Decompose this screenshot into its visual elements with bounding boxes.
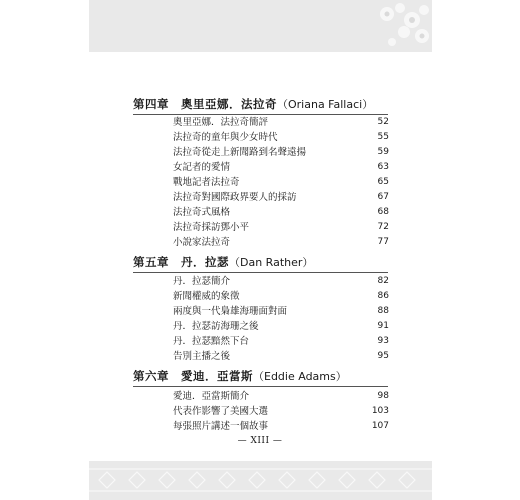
toc-entry-title: 丹．拉瑟黯然下台 bbox=[173, 336, 250, 347]
toc-entry-title: 女記者的愛情 bbox=[173, 162, 231, 173]
chapter-number: 第五章 bbox=[133, 255, 169, 269]
chapter-number: 第四章 bbox=[133, 97, 169, 111]
toc-entry-title: 丹．拉瑟簡介 bbox=[173, 276, 231, 287]
toc-entry-page: 68 bbox=[377, 207, 389, 217]
toc-entry[interactable] bbox=[173, 319, 389, 334]
toc-entry-title: 法拉奇對國際政界要人的採訪 bbox=[173, 192, 297, 203]
chapter-4-heading bbox=[133, 95, 373, 113]
toc-entry-page: 52 bbox=[377, 117, 389, 127]
toc-entry[interactable] bbox=[173, 160, 389, 175]
toc-entry-page: 67 bbox=[377, 192, 389, 202]
toc-entry[interactable] bbox=[173, 334, 389, 349]
toc-entry-title: 戰地記者法拉奇 bbox=[173, 177, 240, 188]
toc-entry[interactable] bbox=[173, 115, 389, 130]
toc-entry[interactable] bbox=[173, 404, 389, 419]
chapter-english-name: （Oriana Fallaci） bbox=[277, 98, 374, 111]
toc-entry[interactable] bbox=[173, 289, 389, 304]
chapter-english-name: （Dan Rather） bbox=[229, 256, 314, 269]
toc-entry[interactable] bbox=[173, 349, 389, 364]
chapter-title: 愛迪．亞當斯 bbox=[181, 369, 253, 383]
toc-entry-page: 103 bbox=[371, 406, 389, 416]
toc-entry-page: 77 bbox=[377, 237, 389, 247]
chapter-6-heading bbox=[133, 367, 347, 385]
chapter-english-name: （Eddie Adams） bbox=[253, 370, 347, 383]
toc-entry-title: 愛迪．亞當斯簡介 bbox=[173, 391, 250, 402]
chapter-number: 第六章 bbox=[133, 369, 169, 383]
toc-entry-page: 59 bbox=[377, 147, 389, 157]
toc-entry-page: 93 bbox=[377, 336, 389, 346]
toc-entry-title: 法拉奇採訪鄧小平 bbox=[173, 222, 250, 233]
toc-entry-title: 代表作影響了美國大選 bbox=[173, 406, 269, 417]
toc-entry-title: 法拉奇從走上新聞路到名聲遠揚 bbox=[173, 147, 307, 158]
floral-ornament-icon bbox=[342, 0, 432, 52]
toc-entry[interactable] bbox=[173, 130, 389, 145]
toc-entry-page: 86 bbox=[377, 291, 389, 301]
pattern-ornament-icon bbox=[89, 461, 432, 500]
toc-entry[interactable] bbox=[173, 235, 389, 250]
toc-entry-title: 法拉奇的童年與少女時代 bbox=[173, 132, 278, 143]
header-decorative-band bbox=[89, 0, 432, 52]
toc-entry-page: 55 bbox=[377, 132, 389, 142]
footer-decorative-band bbox=[89, 461, 432, 500]
chapter-title: 丹．拉瑟 bbox=[181, 255, 229, 269]
toc-entry[interactable] bbox=[173, 389, 389, 404]
toc-entry-page: 63 bbox=[377, 162, 389, 172]
toc-entry-title: 丹．拉瑟訪海珊之後 bbox=[173, 321, 259, 332]
toc-entry-title: 兩度與一代梟雄海珊面對面 bbox=[173, 306, 288, 317]
chapter-divider bbox=[133, 386, 388, 387]
toc-entry-page: 82 bbox=[377, 276, 389, 286]
toc-entry-title: 新聞權威的象徵 bbox=[173, 291, 240, 302]
toc-entry-title: 每張照片講述一個故事 bbox=[173, 421, 269, 432]
toc-entry-title: 奧里亞娜．法拉奇簡評 bbox=[173, 117, 269, 128]
toc-entry[interactable] bbox=[173, 190, 389, 205]
toc-entry[interactable] bbox=[173, 145, 389, 160]
toc-entry[interactable] bbox=[173, 274, 389, 289]
toc-entry[interactable] bbox=[173, 304, 389, 319]
chapter-divider bbox=[133, 272, 388, 273]
toc-entry[interactable] bbox=[173, 205, 389, 220]
toc-entry[interactable] bbox=[173, 175, 389, 190]
toc-entry-title: 法拉奇式風格 bbox=[173, 207, 231, 218]
toc-entry-page: 107 bbox=[371, 421, 389, 431]
toc-entry-title: 告別主播之後 bbox=[173, 351, 231, 362]
toc-entry-page: 65 bbox=[377, 177, 389, 187]
chapter-5-heading bbox=[133, 253, 313, 271]
page-number: — XIII — bbox=[237, 436, 283, 446]
toc-entry[interactable] bbox=[173, 220, 389, 235]
toc-entry-title: 小說家法拉奇 bbox=[173, 237, 231, 248]
toc-entry-page: 72 bbox=[377, 222, 389, 232]
toc-entry-page: 88 bbox=[377, 306, 389, 316]
toc-entry[interactable] bbox=[173, 419, 389, 434]
toc-entry-page: 91 bbox=[377, 321, 389, 331]
chapter-title: 奧里亞娜．法拉奇 bbox=[181, 97, 277, 111]
toc-entry-page: 95 bbox=[377, 351, 389, 361]
toc-entry-page: 98 bbox=[377, 391, 389, 401]
